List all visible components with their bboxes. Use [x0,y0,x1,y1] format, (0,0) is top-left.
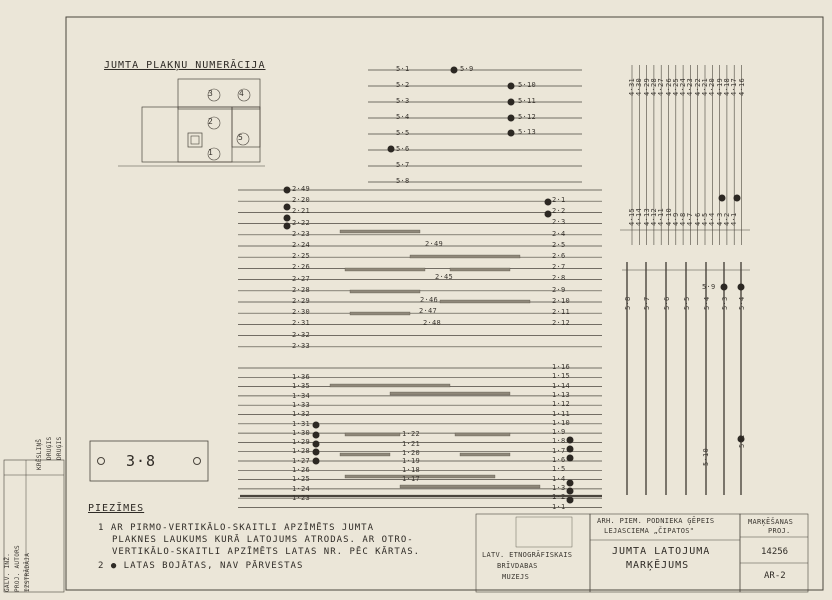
damaged-lath-dot [719,195,726,202]
lath-label: 5·4 [396,113,410,121]
lath-label: 2·24 [292,241,311,249]
lath-label: 5·10 [518,81,537,89]
lath-segment [330,384,450,387]
plan-region-label: 1 [208,148,214,157]
lath-label: 2·20 [292,196,311,205]
lath-label: 1·34 [292,391,311,400]
lath-label: 4·31 [628,77,636,96]
signature-role: IZSTRĀDĀJA [24,552,31,592]
lath-label: 2·7 [552,263,566,272]
lath-label: 1·12 [552,400,571,409]
lath-label: 1·26 [292,466,311,474]
drawing-title-line: JUMTA LATOJUMA [612,546,711,557]
damaged-lath-dot [313,432,320,439]
damaged-lath-dot [567,488,574,495]
lath-label: 1·4 [552,474,566,483]
lath-label: 4·16 [737,77,746,96]
lath-label: 5·7 [643,296,651,310]
lath-label: 5·11 [518,97,537,105]
lath-label: 5·5 [683,296,691,310]
lath-label: 2·30 [292,308,311,317]
lath-label: 2·1 [552,196,566,204]
notes-heading: PIEZĪMES [88,503,145,514]
lath-label: 4·4 [708,212,717,226]
lath-label: 2·10 [552,296,571,305]
lath-segment [455,433,510,436]
lath-label: 1·29 [292,438,311,447]
damaged-lath-dot [284,204,291,211]
lath-label: 4·5 [701,212,709,226]
lath-label: 2·23 [292,229,311,238]
damaged-lath-dot [721,284,728,291]
lath-label: 2·8 [552,274,566,283]
lath-label: 1·28 [292,447,311,456]
lath-label: 1·3 [552,483,566,492]
lath-label: 1·23 [292,493,311,502]
lath-label: 4·10 [664,207,673,226]
lath-label: 2·27 [292,274,311,283]
damaged-lath-dot [284,223,291,230]
damaged-lath-dot [545,199,552,206]
plan-outline [178,79,260,109]
lath-label: 2·22 [292,218,311,227]
lath-label: 5·6 [663,296,671,310]
damaged-lath-dot [567,455,574,462]
damaged-lath-dot [508,83,515,90]
damaged-lath-dot [508,115,515,122]
lath-label: 4·27 [657,77,666,96]
lath-label: 2·6 [552,252,566,260]
lath-label: 1·25 [292,475,311,484]
lath-label: 2·3 [552,218,566,227]
plan-region-label: 4 [239,89,245,98]
damaged-lath-dot [567,437,574,444]
lath-segment [340,230,420,233]
lath-label: 5·9 [460,65,474,73]
proj-label: PROJ. [768,527,791,535]
plan-chimney [188,133,202,147]
signature-name: DRUĢIS [46,436,53,460]
proj-label: MARĶĒŠANAS [748,518,794,526]
lath-label: 4·30 [635,77,644,96]
lath-size-value: 3·8 [126,452,157,470]
lath-label: 5·1 [396,65,410,73]
lath-label: 4·21 [701,77,709,96]
lath-label: 2·46 [420,296,439,304]
object-line: ARH. PIEM. PODNIEKA ĢĒPEIS [597,517,715,525]
note-line: 1 AR PIRMO-VERTIKĀLO-SKAITLI APZĪMĒTS JUMTA [98,523,374,533]
lath-label: 5·5 [396,129,410,137]
lath-label: 1·35 [292,382,311,391]
lath-label: 5·4 [738,296,746,310]
project-number: 14256 [761,547,789,557]
lath-label: 2·32 [292,330,311,339]
lath-label: 4·26 [664,77,673,96]
note-line: PLAKNES LAUKUMS KURĀ LATOJUMS ATRODAS. AR OTRO- [112,535,414,545]
lath-label: 4·7 [686,212,695,226]
damaged-lath-dot [567,446,574,453]
lath-label: 4·3 [715,212,724,226]
signature-strip [4,460,64,592]
lath-label: 1·17 [402,475,421,483]
damaged-lath-dot [284,187,291,194]
lath-segment [440,300,530,303]
lath-segment [460,453,510,456]
lath-segment [350,312,410,315]
lath-label: 5·3 [396,97,410,105]
lath-label: 4·25 [671,77,680,96]
lath-label: 4·17 [730,77,739,96]
lath-label: 1·7 [552,446,566,455]
lath-label: 5·9 [702,283,716,291]
damaged-lath-dot [545,211,552,218]
lath-label: 5·2 [396,81,410,89]
lath-label: 1·22 [402,430,421,438]
lath-label: 4·1 [730,212,739,226]
plan-chimney [191,136,199,144]
lath-label: 1·9 [552,428,566,437]
signature-name: KRĒSLIŅŠ [36,438,43,470]
lath-label: 4·2 [722,212,731,226]
lath-label: 4·15 [628,207,636,226]
lath-label: 4·29 [642,77,651,96]
lath-label: 1·19 [402,457,421,465]
lath-label: 4·19 [715,77,724,96]
lath-label: 2·28 [292,285,311,294]
lath-label: 4·28 [649,77,658,96]
lath-label: 1·11 [552,409,571,418]
damaged-lath-dot [508,130,515,137]
lath-label: 1·5 [552,465,566,474]
institution-line: BRĪVDABAS [497,562,538,570]
lath-label: 1·27 [292,456,311,465]
lath-label: 1·20 [402,449,421,457]
lath-label: 1·15 [552,372,571,381]
lath-label: 2·21 [292,207,311,216]
lath-label: 4·24 [679,77,688,96]
note-line: 2 ● LATAS BOJĀTAS, NAV PĀRVESTAS [98,561,304,571]
damaged-lath-dot [313,441,320,448]
nail-hole [98,458,105,465]
lath-label: 2·33 [292,341,311,350]
plan-region-label: 2 [208,117,214,126]
lath-label: 1·1 [552,502,566,511]
plan-outline [178,107,232,162]
lath-label: 1·30 [292,428,311,437]
lath-label: 2·29 [292,297,311,305]
lath-label: 4·13 [642,207,651,226]
damaged-lath-dot [313,422,320,429]
lath-label: 1·10 [552,418,571,427]
damaged-lath-dot [388,146,395,153]
lath-label: 5·8 [624,296,632,310]
plan-region-label: 3 [208,89,214,98]
lath-label: 4·12 [649,207,658,226]
lath-label: 1·6 [552,456,566,464]
lath-label: 5·6 [396,145,410,153]
plan-outline [232,107,260,147]
sheet-number: AR-2 [764,571,786,581]
lath-label: 2·11 [552,308,571,316]
signature-role: PROJ. AUTORS [14,545,21,592]
damaged-lath-dot [567,480,574,487]
museum-stamp [516,517,572,547]
plan-title: JUMTA PLAKŅU NUMERĀCIJA [104,60,266,71]
lath-label: 2·5 [552,240,566,249]
lath-label: 4·20 [708,77,717,96]
lath-label: 4·8 [679,212,688,226]
lath-label: 2·48 [423,319,442,327]
lath-label: 1·24 [292,484,311,493]
lath-label: 1·32 [292,410,311,419]
lath-label: 4·11 [657,207,666,226]
damaged-lath-dot [508,99,515,106]
lath-label: 2·4 [552,229,566,238]
damaged-lath-dot [313,458,320,465]
lath-label: 4·6 [693,212,702,226]
lath-label: 2·49 [425,240,444,248]
nail-hole [194,458,201,465]
damaged-lath-dot [284,215,291,222]
lath-label: 2·45 [435,273,454,281]
lath-segment [410,255,520,258]
note-line: VERTIKĀLO-SKAITLI APZĪMĒTS LATAS NR. PĒC KĀRTAS. [112,547,421,557]
lath-segment [450,268,510,271]
drawing-title-line: MARĶĒJUMS [626,560,690,571]
lath-segment [350,290,420,293]
lath-label: 1·13 [552,390,571,399]
lath-segment [400,485,540,488]
lath-label: 4·22 [693,77,702,96]
lath-label: 2·12 [552,319,571,328]
lath-segment [390,392,510,395]
lath-label: 2·31 [292,319,311,328]
lath-label: 2·9 [552,285,566,294]
signature-name: DRUĢIS [56,436,63,460]
lath-label: 5·12 [518,113,537,121]
lath-label: 4·23 [686,77,695,96]
lath-label: 2·47 [419,307,438,315]
lath-label: 1·18 [402,466,421,474]
lath-label: 1·2 [552,493,566,502]
lath-label: 1·16 [552,363,571,371]
damaged-lath-dot [313,449,320,456]
lath-label: 5·8 [396,177,410,185]
lath-label: 5·10 [702,447,710,466]
lath-segment [345,433,400,436]
lath-segment [345,268,425,271]
lath-label: 4·9 [671,212,680,226]
damaged-lath-dot [738,284,745,291]
lath-segment [340,453,390,456]
signature-role: GALV. INŽ. [4,552,11,592]
lath-label: 1·36 [292,373,311,381]
lath-label: 4·18 [722,77,731,96]
lath-label: 5·4 [703,296,711,310]
institution-line: MUZEJS [502,573,530,581]
lath-label: 2·26 [292,263,311,272]
lath-label: 1·33 [292,400,311,409]
lath-label: 4·14 [635,207,644,226]
lath-label: 2·2 [552,207,566,216]
plan-region-label: 5 [238,133,244,142]
lath-label: 1·31 [292,419,311,428]
lath-label: 5·7 [396,161,410,169]
object-line: LEJASCIEMA „ČIPATOS" [604,527,695,535]
lath-label: 1·14 [552,381,571,390]
lath-label: 2·25 [292,252,311,261]
institution-line: LATV. ETNOGRĀFISKAIS [482,551,573,559]
lath-label: 2·49 [292,185,311,193]
lath-label: 1·8 [552,437,566,446]
lath-label: 1·21 [402,440,421,448]
damaged-lath-dot [451,67,458,74]
lath-label: 5·3 [721,296,729,310]
lath-label: 5·13 [518,128,537,136]
lath-label: 5·2 [738,434,746,448]
damaged-lath-dot [734,195,741,202]
damaged-lath-dot [567,497,574,504]
